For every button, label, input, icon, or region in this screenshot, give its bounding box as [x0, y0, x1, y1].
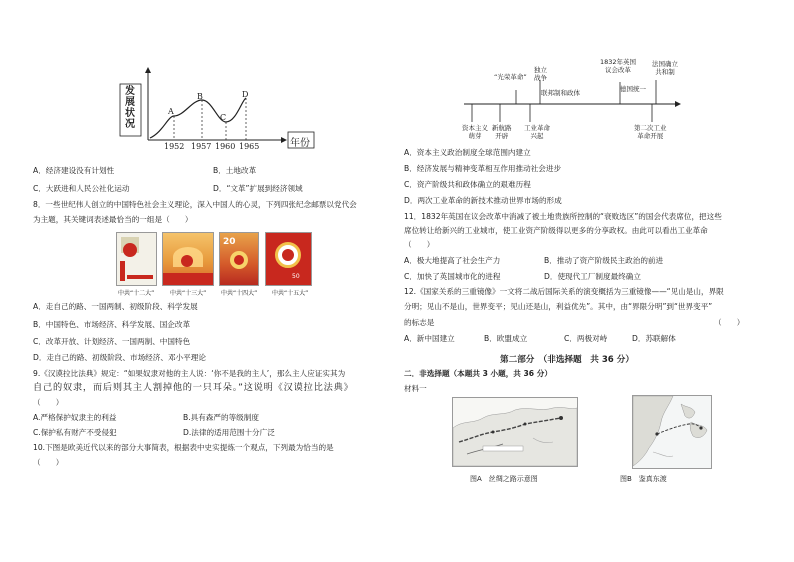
timeline-second-industrial-revolution: 第二次工业 革命开展	[634, 124, 667, 140]
stamp-15th-congress: 50	[265, 232, 312, 286]
timeline-federalism: 联邦制和政体	[541, 89, 580, 97]
q11-option-a: A．极大地提高了社会生产力	[404, 256, 501, 265]
jianzhen-map	[632, 395, 712, 469]
chart-xlabel: 年份	[290, 138, 310, 149]
q8-stem-line1: 8．一些世纪伟人创立的中国特色社会主义理论，深入中国人的心灵，下列四张纪念邮票以党代会	[33, 200, 357, 209]
q9-stem-line3: （ ）	[33, 398, 64, 407]
q9-option-a: A.严格保护奴隶主的利益	[33, 413, 117, 422]
stamp-14th-congress: 20	[219, 232, 259, 286]
fig-a-caption: 图A 丝绸之路示意图	[470, 475, 538, 483]
q11-option-b: B．推动了资产阶级民主政治的前进	[544, 256, 664, 265]
q9-option-d: D.法律的适用范围十分广泛	[183, 428, 275, 437]
stamp-label-15th: 中共“十五大”	[272, 290, 309, 297]
silk-road-map-svg	[453, 398, 577, 466]
q9-option-c: C.保护私有财产不受侵犯	[33, 428, 117, 437]
q11-stem-line3: （ ）	[404, 240, 435, 249]
year-tick-1960: 1960	[215, 142, 236, 151]
q7-option-a: A．经济建设没有计划性	[33, 166, 115, 175]
year-tick-1957: 1957	[191, 142, 212, 151]
q12-stem-bracket: （ ）	[714, 318, 745, 327]
q12-option-c: C．两极对峙	[564, 334, 608, 343]
timeline-industrial-revolution: 工业革命 兴起	[524, 124, 550, 140]
q11-stem-line2: 席位转让给新兴的工业城市，使工业资产阶级得以更多的分享政权。由此可以看出工业革命	[404, 226, 708, 235]
q9-stem-line1: 9.《汉谟拉比法典》规定：“如果奴隶对他的主人说：‘你不是我的主人’，那么主人应证实其为	[33, 369, 346, 378]
part2-heading: 第二部分 （非选择题 共 36 分）	[500, 355, 634, 365]
stamp-label-12th: 中共“十二大”	[118, 290, 155, 297]
year-tick-1965: 1965	[239, 142, 260, 151]
timeline-independence-war: 独立 战争	[534, 66, 547, 82]
q9-stem-line2: 自己的奴隶，而后则其主人割掉他的一只耳朵。”这说明《汉谟拉比法典》	[33, 382, 354, 393]
part2-section-title: 二．非选择题（本题共 3 小题，共 36 分）	[404, 369, 552, 378]
q10-stem-line1: 10.下图是欧美近代以来的部分大事简表，根据表中史实提炼一个观点，下列最为恰当的是	[33, 443, 334, 452]
q10-stem-line2: （ ）	[33, 458, 64, 467]
timeline-french-republic: 法国确立 共和制	[652, 60, 678, 76]
point-label-b: B	[197, 92, 203, 101]
q7-option-b: B．土地改革	[213, 166, 257, 175]
q12-stem-line1: 12.《国家关系的三重镜像》一文将二战后国际关系的演变概括为三重镜像——“见山是山，界限	[404, 287, 724, 296]
q12-stem-line2: 分明；见山不是山，世界变平；见山还是山，利益优先”。其中，由“界限分明”到“世界变平”	[404, 302, 713, 311]
timeline-1832-reform: 1832年英国 议会改革	[600, 58, 637, 74]
material-one-label: 材料一	[404, 384, 427, 393]
timeline-glorious-revolution: “光荣革命”	[494, 73, 527, 81]
silk-road-map	[452, 397, 578, 467]
timeline-german-unification: 德国统一	[620, 85, 646, 93]
q11-stem-line1: 11．1832年英国在议会改革中消减了被土地贵族所控制的“衰败选区”的国会代表席位，把这些	[404, 212, 722, 221]
q8-option-c: C．改革开放、计划经济、一国两制、中国特色	[33, 337, 191, 346]
point-label-a: A	[168, 107, 174, 116]
chart-ylabel: 发展状况	[125, 86, 135, 130]
q12-stem-line3: 的标志是	[404, 318, 435, 327]
timeline-new-sea-routes: 新航路 开辟	[492, 124, 512, 140]
q10-option-a: A．资本主义政治制度全球范围内建立	[404, 148, 531, 157]
q7-option-c: C．大跃进和人民公社化运动	[33, 184, 130, 193]
q9-option-b: B.具有森严的等级制度	[183, 413, 259, 422]
q10-option-d: D．两次工业革命的新技术推动世界市场的形成	[404, 196, 562, 205]
stamp-label-13th: 中共“十三大”	[170, 290, 207, 297]
q8-option-d: D．走自己的路、初级阶段、市场经济、邓小平理论	[33, 353, 206, 362]
q12-option-b: B．欧盟成立	[484, 334, 528, 343]
point-label-d: D	[242, 90, 249, 99]
stamp-label-14th: 中共“十四大”	[221, 290, 258, 297]
q8-stem-line2: 为主题，其关键词表述最恰当的一组是（ ）	[33, 215, 193, 224]
q12-option-d: D．苏联解体	[632, 334, 676, 343]
point-label-c: C	[220, 113, 227, 122]
q8-option-a: A．走自己的路、一国两制、初级阶段、科学发展	[33, 302, 198, 311]
development-curve	[150, 98, 246, 138]
q11-option-c: C．加快了英国城市化的进程	[404, 272, 501, 281]
stamp-12th-congress	[116, 232, 157, 286]
timeline-capitalism-sprouts: 资本主义 萌芽	[462, 124, 488, 140]
q10-option-b: B．经济发展与精神变革相互作用推动社会进步	[404, 164, 562, 173]
q7-option-d: D．“文革”扩展到经济领域	[213, 184, 303, 193]
year-tick-1952: 1952	[164, 142, 185, 151]
q10-option-c: C．资产阶级共和政体确立的艰难历程	[404, 180, 531, 189]
q12-option-a: A．新中国建立	[404, 334, 455, 343]
jianzhen-map-svg	[633, 396, 711, 468]
q11-option-d: D．使现代工厂制度最终确立	[544, 272, 641, 281]
q8-option-b: B．中国特色、市场经济、科学发展、国企改革	[33, 320, 191, 329]
fig-b-caption: 图B 鉴真东渡	[620, 475, 667, 483]
stamp-13th-congress	[162, 232, 214, 286]
